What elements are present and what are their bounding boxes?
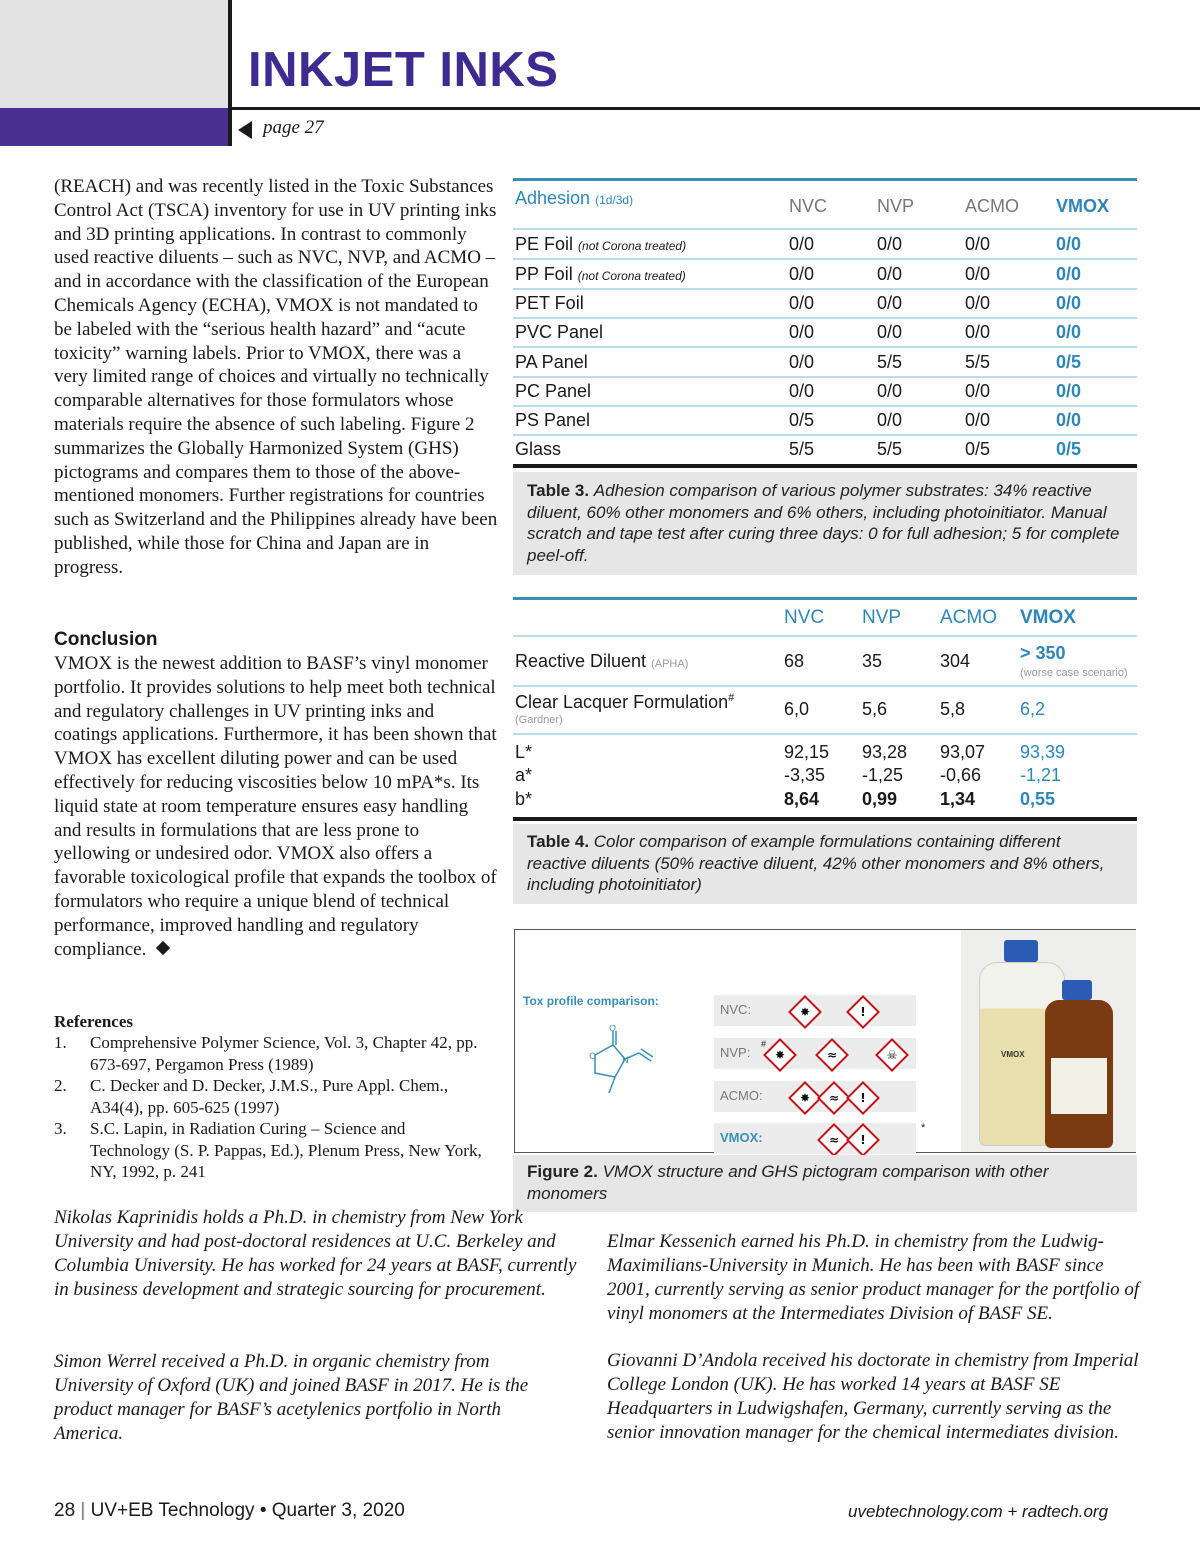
table4-caption [513, 824, 1137, 904]
table3-bottom-border [513, 464, 1137, 468]
table3-row-label: PS Panel [515, 410, 591, 430]
header-divider-horizontal [228, 107, 1200, 110]
reference-number: 1. [54, 1033, 67, 1052]
page-reference-link[interactable]: page 27 [263, 117, 324, 138]
svg-text:O: O [609, 1025, 617, 1034]
author-bio-kaprinidis: Nikolas Kaprinidis holds a Ph.D. in chemistry from New York University and had post-doctoral residences at U.C. Berkeley and Columbia University. He has worked for 24 years at BASF, currently in business development and strategic sourcing for procurement. [54, 1207, 577, 1300]
table3-top-border [513, 178, 1137, 181]
footer-publication [54, 1500, 405, 1522]
reference-item [54, 1118, 484, 1184]
ghs-health-hazard-icon: ✸ [763, 1038, 797, 1072]
conclusion-heading: Conclusion [54, 629, 158, 650]
ghs-health-hazard-icon: ✸ [788, 995, 822, 1029]
table3-cell: 0/0 [965, 234, 991, 254]
table4-col-header: ACMO [940, 607, 997, 628]
table3-cell-vmox: 0/5 [1056, 352, 1082, 372]
table4-col-header: NVC [784, 607, 825, 628]
table4-cell: -1,25 [862, 765, 904, 785]
back-arrow-icon[interactable] [238, 121, 252, 139]
tox-row-label: NVP: [720, 1045, 751, 1060]
table3-col-header: VMOX [1056, 196, 1110, 216]
caption-label: Table 3. [527, 481, 590, 500]
ghs-toxic-icon: ☠ [875, 1038, 909, 1072]
tox-row-acmo [714, 1081, 916, 1112]
table3-cell: 0/0 [877, 322, 903, 342]
conclusion-paragraph [54, 652, 499, 961]
footer-websites-link[interactable]: uvebtechnology.com + radtech.org [848, 1502, 1109, 1521]
tox-title: Tox profile comparison: [523, 994, 659, 1008]
table3-row-rule [513, 405, 1137, 407]
table3-cell-vmox: 0/0 [1056, 234, 1082, 254]
table3-cell-vmox: 0/5 [1056, 439, 1082, 459]
row-label-sub: (APHA) [651, 658, 689, 670]
bottle-label-text: VMOX [1001, 1050, 1025, 1059]
vmox-structure-diagram [575, 1025, 675, 1100]
author-bio-kessenich: Elmar Kessenich earned his Ph.D. in chemistry from the Ludwig-Maximilians-University in Munich. He has been with BASF since 2001, currently serving as senior product manager for the portfolio of vinyl monomers at the Intermediates Division of BASF SE. [607, 1231, 1140, 1324]
table3-cell: 5/5 [965, 352, 991, 372]
table3-cell-vmox: 0/0 [1056, 381, 1082, 401]
table3-row-rule [513, 376, 1137, 378]
table4-vmox-note: (worse case scenario) [1020, 667, 1128, 679]
publication-name: UV+EB Technology • Quarter 3, 2020 [90, 1500, 405, 1521]
table3-cell: 0/0 [965, 264, 991, 284]
table4-cell: 0,99 [862, 789, 898, 809]
table3-row-rule [513, 434, 1137, 436]
table3-row-rule [513, 288, 1137, 290]
table3-adhesion [513, 178, 1137, 468]
ghs-corrosion-icon: ≈ [817, 1081, 851, 1115]
reference-text: Comprehensive Polymer Science, Vol. 3, Chapter 42, pp. 673-697, Pergamon Press (1989) [90, 1033, 478, 1074]
table4-cell: 68 [784, 651, 805, 671]
table3-caption [513, 472, 1137, 575]
table4-header-rule [513, 635, 1137, 637]
table4-cell-vmox: -1,21 [1020, 765, 1062, 785]
header-divider-vertical [228, 0, 232, 146]
table3-row-label: PVC Panel [515, 322, 604, 342]
table3-cell-vmox: 0/0 [1056, 322, 1082, 342]
caption-text: Adhesion comparison of various polymer substrates: 34% reactive diluent, 60% other monomers and 6% others, including photoinitiator. Manual scratch and tape test after curing three days: 0 for full adhesion; 5 for complete peel-off. [527, 481, 1120, 565]
row-label-note: (not Corona treated) [577, 269, 686, 283]
table3-cell: 0/0 [877, 381, 903, 401]
table3-row-rule [513, 258, 1137, 260]
table3-cell: 0/0 [965, 293, 991, 313]
table3-col-header: NVC [789, 196, 828, 216]
reference-number: 2. [54, 1076, 67, 1095]
caption-text: Color comparison of example formulations containing different reactive diluents (50% reactive diluent, 42% other monomers and 8% others, including photoinitiator) [527, 832, 1105, 894]
table3-row-label [515, 264, 686, 285]
caption-label: Figure 2. [527, 1162, 598, 1181]
table4-cell: 35 [862, 651, 883, 671]
row-label-text: PP Foil [515, 264, 573, 284]
conclusion-text: VMOX is the newest addition to BASF’s vinyl monomer portfolio. It provides solutions to help meet both technical and regulatory challenges in UV printing inks and coatings applications. Furthermore, it has been shown that VMOX has excellent diluting power and can be used effectively for reducing viscosities below 10 mPA*s. Its liquid state at room temperature ensures easy handling and results in formulations that are less prone to yellowing or undesired odor. VMOX also offers a favorable toxicological profile that expands the toolbox of formulators who require a unique blend of technical performance, improved handling and regulatory compliance. [54, 653, 497, 960]
ghs-corrosion-icon: ≈ [817, 1123, 851, 1157]
header-purple-bar [0, 108, 228, 146]
table3-cell: 0/0 [965, 322, 991, 342]
table3-cell: 5/5 [789, 439, 815, 459]
table3-cell: 5/5 [877, 439, 903, 459]
table4-col-header: NVP [862, 607, 902, 628]
tox-row-label: ACMO: [720, 1088, 763, 1103]
table4-row-rule [513, 685, 1137, 687]
table3-row-rule [513, 346, 1137, 348]
reference-number: 3. [54, 1119, 67, 1138]
table3-cell: 0/0 [877, 234, 903, 254]
table3-cell: 0/0 [789, 352, 815, 372]
row-label-text: Clear Lacquer Formulation [515, 692, 729, 712]
section-title: INKJET INKS [248, 43, 559, 97]
page-number: 28 [54, 1500, 76, 1521]
svg-text:O: O [589, 1052, 597, 1062]
row-label-note: (not Corona treated) [578, 239, 687, 253]
author-bio-werrel: Simon Werrel received a Ph.D. in organic chemistry from University of Oxford (UK) and joined BASF in 2017. He is the product manager for BASF’s acetylenics portfolio in North America. [54, 1351, 529, 1444]
reference-text: C. Decker and D. Decker, J.M.S., Pure Appl. Chem., A34(4), pp. 605-625 (1997) [90, 1076, 449, 1117]
bottle-cap [1004, 940, 1038, 962]
figure2-caption [513, 1155, 1137, 1212]
table4-cell: -0,66 [940, 765, 982, 785]
table4-cell-vmox: > 350 [1020, 643, 1066, 663]
table4-cell: 304 [940, 651, 971, 671]
table3-cell: 0/0 [789, 381, 815, 401]
table3-row-label: PC Panel [515, 381, 592, 401]
table4-row-label [515, 651, 688, 672]
reference-text: S.C. Lapin, in Radiation Curing – Science and Technology (S. P. Pappas, Ed.), Plenum Press, New York, NY, 1992, p. 241 [90, 1119, 482, 1181]
table4-color [513, 597, 1137, 821]
table4-lab-label: a* [515, 765, 533, 785]
tox-row-vmox [714, 1122, 926, 1154]
table4-cell: -3,35 [784, 765, 826, 785]
table3-cell-vmox: 0/0 [1056, 264, 1082, 284]
ghs-corrosion-icon: ≈ [815, 1038, 849, 1072]
references-heading: References [54, 1012, 133, 1031]
ghs-health-hazard-icon: ✸ [788, 1081, 822, 1115]
table4-row-rule [513, 733, 1137, 735]
table3-header-rule [513, 228, 1137, 230]
table4-row-label [515, 692, 734, 713]
footer-separator: | [80, 1500, 86, 1521]
table3-row-label: Glass [515, 439, 562, 459]
reference-item [54, 1032, 484, 1076]
table3-cell-vmox: 0/0 [1056, 293, 1082, 313]
row-label-sub: (Gardner) [515, 714, 563, 726]
svg-text:N: N [622, 1056, 629, 1066]
table3-cell: 0/0 [877, 293, 903, 313]
tox-row-mark: * [921, 1122, 926, 1134]
table4-cell: 92,15 [784, 742, 830, 762]
caption-label: Table 4. [527, 832, 590, 851]
table3-title [515, 188, 633, 209]
tox-row-nvp [714, 1038, 916, 1069]
row-label-text: Reactive Diluent [515, 651, 647, 671]
table3-cell: 0/0 [789, 234, 815, 254]
table4-cell: 5,6 [862, 699, 888, 719]
table4-cell: 93,07 [940, 742, 986, 762]
table4-top-border [513, 597, 1137, 600]
table3-row-label: PET Foil [515, 293, 584, 313]
row-label-text: PE Foil [515, 234, 574, 254]
table4-bottom-border [513, 817, 1137, 821]
table3-cell: 0/0 [877, 410, 903, 430]
table4-col-header: VMOX [1020, 607, 1076, 628]
table3-cell: 0/0 [789, 293, 815, 313]
row-label-sup: # [728, 692, 735, 704]
table3-row-label: PA Panel [515, 352, 588, 372]
end-diamond-icon [156, 940, 170, 954]
table3-title-text: Adhesion [515, 188, 591, 208]
table4-cell-vmox: 6,2 [1020, 699, 1046, 719]
table3-col-header: NVP [877, 196, 915, 216]
table3-cell: 0/0 [789, 264, 815, 284]
author-bio-dandola: Giovanni D’Andola received his doctorate in chemistry from Imperial College London (UK). He has worked 14 years at BASF SE Headquarters in Ludwigshafen, Germany, currently serving as the senior innovation manager for the chemical intermediates division. [607, 1350, 1139, 1443]
table3-cell: 0/0 [965, 381, 991, 401]
header-grey-block [0, 0, 228, 108]
table4-cell: 8,64 [784, 789, 820, 809]
bottle-cap [1062, 980, 1092, 1000]
body-paragraph: (REACH) and was recently listed in the Toxic Substances Control Act (TSCA) inventory for use in UV printing inks and 3D printing applications. In contrast to commonly used reactive diluents – such as NVC, NVP, and ACMO – and in accordance with the classification of the European Chemicals Agency (ECHA), VMOX is not mandated to be labeled with the “serious health hazard” and “acute toxicity” warning labels. Prior to VMOX, there was a very limited range of choices and virtually no technically comparable alternatives for those formulators whose materials require the absence of such labeling. Figure 2 summarizes the Globally Harmonized System (GHS) pictograms and compares them to those of the above-mentioned monomers. Further registrations for countries such as Switzerland and the Philippines already have been published, while those for China and Japan are in progress. [54, 176, 498, 578]
tox-row-label: VMOX: [720, 1130, 763, 1145]
bottles-photo [961, 930, 1136, 1152]
table4-cell-vmox: 93,39 [1020, 742, 1066, 762]
table3-cell: 0/0 [965, 410, 991, 430]
table4-lab-label: L* [515, 742, 533, 762]
table3-cell-vmox: 0/0 [1056, 410, 1082, 430]
table3-row-label [515, 234, 686, 255]
reference-item [54, 1075, 484, 1119]
ghs-exclamation-icon: ! [846, 1123, 880, 1157]
table3-cell: 0/0 [789, 322, 815, 342]
table3-col-header: ACMO [965, 196, 1019, 216]
table4-cell: 93,28 [862, 742, 908, 762]
table4-lab-label: b* [515, 789, 533, 809]
table3-cell: 0/5 [965, 439, 991, 459]
table3-cell: 5/5 [877, 352, 903, 372]
caption-text: VMOX structure and GHS pictogram comparison with other monomers [527, 1162, 1049, 1203]
tox-row-mark: # [761, 1039, 767, 1049]
ghs-exclamation-icon: ! [846, 995, 880, 1029]
table4-cell: 5,8 [940, 699, 966, 719]
tox-row-nvc [714, 995, 916, 1026]
table3-title-sub: (1d/3d) [595, 193, 634, 207]
tox-row-label: NVC: [720, 1002, 752, 1017]
amber-bottle-label [1051, 1058, 1107, 1114]
table3-cell: 0/0 [877, 264, 903, 284]
ghs-exclamation-icon: ! [846, 1081, 880, 1115]
table3-cell: 0/5 [789, 410, 815, 430]
table4-cell-vmox: 0,55 [1020, 789, 1056, 809]
table4-cell: 6,0 [784, 699, 810, 719]
table3-row-rule [513, 317, 1137, 319]
table4-cell: 1,34 [940, 789, 976, 809]
